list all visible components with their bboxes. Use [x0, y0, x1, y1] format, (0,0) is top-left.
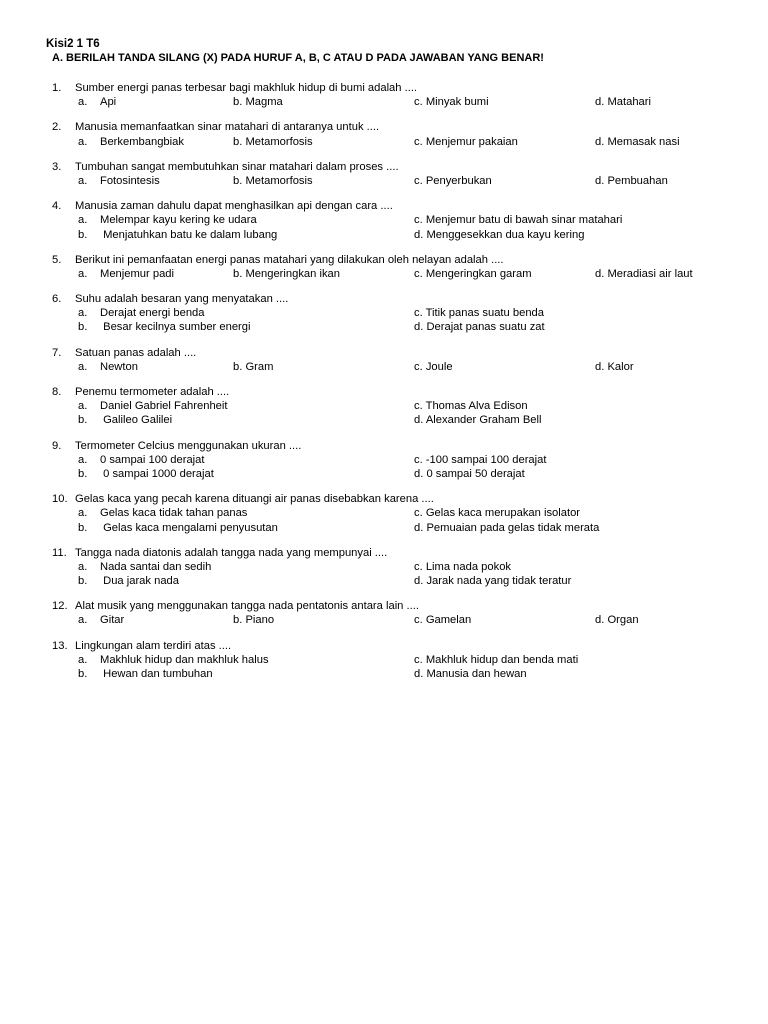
question-number: 11. [52, 546, 67, 559]
answer-options-row [0, 135, 768, 149]
option-text: Piano [245, 614, 275, 627]
question-text: Sumber energi panas terbesar bagi makhluk hidup di bumi adalah .... [75, 82, 418, 94]
option-text: Metamorfosis [245, 174, 313, 187]
option-text: Mengeringkan garam [425, 267, 532, 280]
option-letter: d. [595, 135, 605, 148]
answer-options-row [0, 95, 768, 109]
question-number: 10. [52, 493, 68, 506]
answer-option-c [414, 306, 544, 320]
option-text: Besar kecilnya sumber energi [103, 321, 251, 334]
question-line [0, 492, 768, 506]
answer-option-b [78, 574, 179, 588]
answer-options-row [0, 413, 768, 427]
option-text: Jarak nada yang tidak teratur [426, 575, 572, 588]
answer-option-b [78, 228, 277, 242]
option-letter: d. [414, 414, 424, 427]
answer-options-row [0, 467, 768, 481]
question-line [0, 199, 768, 213]
option-letter: b. [78, 575, 88, 588]
option-letter: a. [78, 96, 88, 109]
answer-option-c [414, 213, 622, 227]
question-line [0, 120, 768, 134]
option-text: Manusia dan hewan [426, 668, 527, 680]
answer-option-a [78, 653, 269, 667]
option-text: Gelas kaca merupakan isolator [425, 507, 581, 520]
answer-option-c [414, 453, 546, 467]
option-text: Menjemur pakaian [425, 135, 518, 148]
option-text: Alexander Graham Bell [425, 414, 542, 427]
option-text: Metamorfosis [245, 135, 313, 148]
question-item [0, 253, 768, 281]
question-line [0, 599, 768, 613]
option-letter: c. [414, 614, 423, 627]
option-letter: a. [78, 453, 88, 466]
answer-option-d [595, 267, 693, 281]
answer-option-a [78, 360, 138, 374]
option-text: Melempar kayu kering ke udara [100, 214, 257, 227]
answer-option-d [595, 135, 680, 149]
question-number: 7. [52, 346, 62, 359]
option-text: Gamelan [425, 614, 472, 627]
answer-option-b [78, 467, 214, 481]
option-letter: b. [233, 135, 243, 148]
option-text: Kalor [607, 360, 634, 373]
question-number: 1. [52, 82, 62, 94]
question-text: Berikut ini pemanfaatan energi panas matahari yang dilakukan oleh nelayan adalah .... [75, 253, 504, 266]
option-text: Memasak nasi [607, 135, 680, 148]
question-line [0, 439, 768, 453]
option-letter: c. [414, 560, 423, 573]
question-number: 9. [52, 439, 62, 452]
option-letter: c. [414, 307, 423, 320]
option-letter: c. [414, 400, 423, 413]
option-text: Hewan dan tumbuhan [103, 668, 213, 680]
option-letter: d. [414, 521, 424, 534]
option-text: Menjemur padi [100, 267, 174, 280]
question-line [0, 385, 768, 399]
option-letter: b. [78, 228, 88, 241]
option-text: Gram [245, 360, 274, 373]
option-letter: b. [78, 321, 88, 334]
question-item [0, 492, 768, 535]
question-text: Suhu adalah besaran yang menyatakan .... [75, 293, 289, 306]
option-letter: c. [414, 174, 423, 187]
option-text: Gelas kaca mengalami penyusutan [103, 521, 278, 534]
option-letter: c. [414, 267, 423, 280]
question-number: 12. [52, 600, 68, 613]
answer-option-a [78, 306, 205, 320]
option-text: 0 sampai 50 derajat [426, 467, 525, 480]
option-letter: b. [233, 360, 243, 373]
question-number: 4. [52, 200, 62, 213]
option-text: Titik panas suatu benda [425, 307, 544, 320]
answer-option-c [414, 560, 511, 574]
option-letter: b. [233, 614, 243, 627]
answer-option-d [595, 613, 639, 627]
question-number: 3. [52, 160, 62, 173]
option-letter: b. [233, 96, 243, 109]
option-text: Matahari [607, 96, 651, 109]
option-text: Thomas Alva Edison [425, 400, 528, 413]
option-letter: d. [414, 668, 424, 680]
question-item [0, 385, 768, 428]
option-letter: d. [595, 267, 605, 280]
question-text: Manusia zaman dahulu dapat menghasilkan api dengan cara .... [75, 200, 393, 213]
answer-options-row [0, 360, 768, 374]
option-text: Daniel Gabriel Fahrenheit [100, 400, 228, 413]
option-text: Joule [425, 360, 453, 373]
answer-options-row [0, 574, 768, 588]
answer-option-d [595, 174, 668, 188]
question-number: 2. [52, 121, 62, 134]
question-item [0, 439, 768, 482]
answer-option-a [78, 95, 116, 109]
option-text: Minyak bumi [425, 96, 489, 109]
option-text: Pembuahan [607, 174, 668, 187]
option-text: 0 sampai 1000 derajat [103, 467, 214, 480]
option-letter: b. [78, 521, 88, 534]
option-text: Menggesekkan dua kayu kering [426, 228, 585, 241]
option-letter: d. [595, 614, 605, 627]
option-letter: b. [233, 174, 243, 187]
option-letter: b. [78, 414, 88, 427]
answer-options-row [0, 213, 768, 227]
option-text: Organ [607, 614, 639, 627]
option-text: Makhluk hidup dan makhluk halus [100, 653, 269, 666]
answer-option-d [414, 667, 527, 681]
answer-option-c [414, 613, 471, 627]
answer-options-row [0, 506, 768, 520]
document-title: Kisi2 1 T6 [46, 38, 100, 50]
question-item [0, 599, 768, 627]
answer-options-row [0, 453, 768, 467]
question-item [0, 160, 768, 188]
answer-option-b [233, 267, 340, 281]
question-text: Alat musik yang menggunakan tangga nada pentatonis antara lain .... [75, 600, 419, 613]
question-number: 6. [52, 293, 62, 306]
option-text: Penyerbukan [425, 174, 492, 187]
section-heading: A. BERILAH TANDA SILANG (X) PADA HURUF A, B, C ATAU D PADA JAWABAN YANG BENAR! [52, 52, 544, 64]
question-line [0, 253, 768, 267]
option-text: Derajat energi benda [100, 307, 205, 320]
question-text: Tumbuhan sangat membutuhkan sinar matahari dalam proses .... [75, 160, 399, 173]
option-text: Berkembangbiak [100, 135, 184, 148]
answer-option-a [78, 560, 211, 574]
answer-option-b [233, 95, 283, 109]
answer-option-a [78, 399, 227, 413]
question-line [0, 546, 768, 560]
option-letter: d. [414, 575, 424, 588]
answer-option-b [78, 667, 213, 681]
answer-option-d [414, 413, 542, 427]
question-text: Satuan panas adalah .... [75, 346, 197, 359]
option-letter: a. [78, 560, 88, 573]
answer-options-row [0, 613, 768, 627]
answer-option-b [233, 135, 313, 149]
answer-options-row [0, 267, 768, 281]
question-number: 8. [52, 386, 62, 398]
answer-option-a [78, 506, 247, 520]
question-text: Termometer Celcius menggunakan ukuran .... [75, 439, 302, 452]
answer-option-c [414, 360, 453, 374]
answer-option-b [233, 613, 274, 627]
option-letter: d. [595, 174, 605, 187]
answer-option-d [595, 95, 651, 109]
option-letter: a. [78, 507, 88, 520]
option-text: Gelas kaca tidak tahan panas [100, 507, 248, 520]
question-item [0, 639, 768, 682]
question-item [0, 346, 768, 374]
option-letter: c. [414, 135, 423, 148]
answer-option-b [78, 413, 172, 427]
answer-options-row [0, 653, 768, 667]
option-letter: c. [414, 214, 423, 227]
option-letter: a. [78, 614, 88, 627]
question-item [0, 120, 768, 148]
option-text: Menjatuhkan batu ke dalam lubang [103, 228, 278, 241]
question-item [0, 546, 768, 589]
answer-option-a [78, 213, 257, 227]
option-text: -100 sampai 100 derajat [425, 453, 547, 466]
question-text: Penemu termometer adalah .... [75, 386, 230, 398]
question-text: Gelas kaca yang pecah karena dituangi air panas disebabkan karena .... [75, 493, 434, 506]
answer-option-d [595, 360, 634, 374]
answer-option-d [414, 228, 584, 242]
option-letter: a. [78, 307, 88, 320]
option-text: Newton [100, 360, 138, 373]
answer-options-row [0, 306, 768, 320]
option-text: Nada santai dan sedih [100, 560, 212, 573]
option-letter: b. [78, 668, 88, 680]
option-text: Api [100, 96, 117, 109]
question-line [0, 292, 768, 306]
answer-option-d [414, 521, 599, 535]
question-item [0, 81, 768, 109]
option-text: Gitar [100, 614, 125, 627]
option-letter: a. [78, 400, 88, 413]
question-line [0, 639, 768, 653]
answer-option-c [414, 653, 578, 667]
answer-options-row [0, 228, 768, 242]
option-letter: a. [78, 267, 88, 280]
question-list [0, 81, 768, 692]
option-text: Pemuaian pada gelas tidak merata [426, 521, 600, 534]
option-letter: d. [414, 467, 424, 480]
option-text: 0 sampai 100 derajat [100, 453, 205, 466]
answer-option-d [414, 320, 545, 334]
option-letter: b. [78, 467, 88, 480]
option-letter: a. [78, 214, 88, 227]
option-text: Mengeringkan ikan [245, 267, 340, 280]
answer-option-a [78, 174, 160, 188]
option-text: Dua jarak nada [103, 575, 179, 588]
option-letter: d. [414, 228, 424, 241]
answer-option-a [78, 135, 184, 149]
option-letter: a. [78, 653, 88, 666]
option-text: Derajat panas suatu zat [426, 321, 545, 334]
answer-option-b [233, 360, 273, 374]
option-letter: c. [414, 360, 423, 373]
option-text: Meradiasi air laut [607, 267, 693, 280]
option-text: Menjemur batu di bawah sinar matahari [425, 214, 623, 227]
answer-option-c [414, 399, 528, 413]
option-letter: c. [414, 653, 423, 666]
question-line [0, 346, 768, 360]
option-letter: d. [414, 321, 424, 334]
question-text: Manusia memanfaatkan sinar matahari di antaranya untuk .... [75, 121, 380, 134]
option-text: Makhluk hidup dan benda mati [425, 653, 579, 666]
answer-options-row [0, 667, 768, 681]
answer-options-row [0, 521, 768, 535]
answer-option-b [78, 320, 250, 334]
answer-option-c [414, 135, 518, 149]
option-letter: b. [233, 267, 243, 280]
option-text: Lima nada pokok [425, 560, 512, 573]
option-text: Galileo Galilei [103, 414, 173, 427]
answer-option-d [414, 574, 571, 588]
answer-option-a [78, 267, 174, 281]
answer-option-c [414, 174, 492, 188]
answer-option-a [78, 613, 124, 627]
option-letter: d. [595, 360, 605, 373]
answer-option-b [233, 174, 313, 188]
answer-option-d [414, 467, 525, 481]
question-item [0, 199, 768, 242]
question-number: 5. [52, 253, 62, 266]
option-letter: c. [414, 507, 423, 520]
answer-option-a [78, 453, 204, 467]
option-letter: a. [78, 135, 88, 148]
answer-options-row [0, 399, 768, 413]
answer-options-row [0, 560, 768, 574]
option-letter: a. [78, 174, 88, 187]
question-line [0, 160, 768, 174]
option-text: Magma [245, 96, 283, 109]
answer-option-c [414, 267, 532, 281]
answer-options-row [0, 320, 768, 334]
answer-option-c [414, 95, 489, 109]
option-letter: a. [78, 360, 88, 373]
answer-option-b [78, 521, 278, 535]
question-item [0, 292, 768, 335]
question-text: Lingkungan alam terdiri atas .... [75, 639, 232, 652]
question-text: Tangga nada diatonis adalah tangga nada yang mempunyai .... [75, 546, 388, 559]
option-text: Fotosintesis [100, 174, 160, 187]
answer-options-row [0, 174, 768, 188]
option-letter: d. [595, 96, 605, 109]
question-line [0, 81, 768, 95]
option-letter: c. [414, 453, 423, 466]
answer-option-c [414, 506, 580, 520]
option-letter: c. [414, 96, 423, 109]
question-number: 13. [52, 639, 68, 652]
